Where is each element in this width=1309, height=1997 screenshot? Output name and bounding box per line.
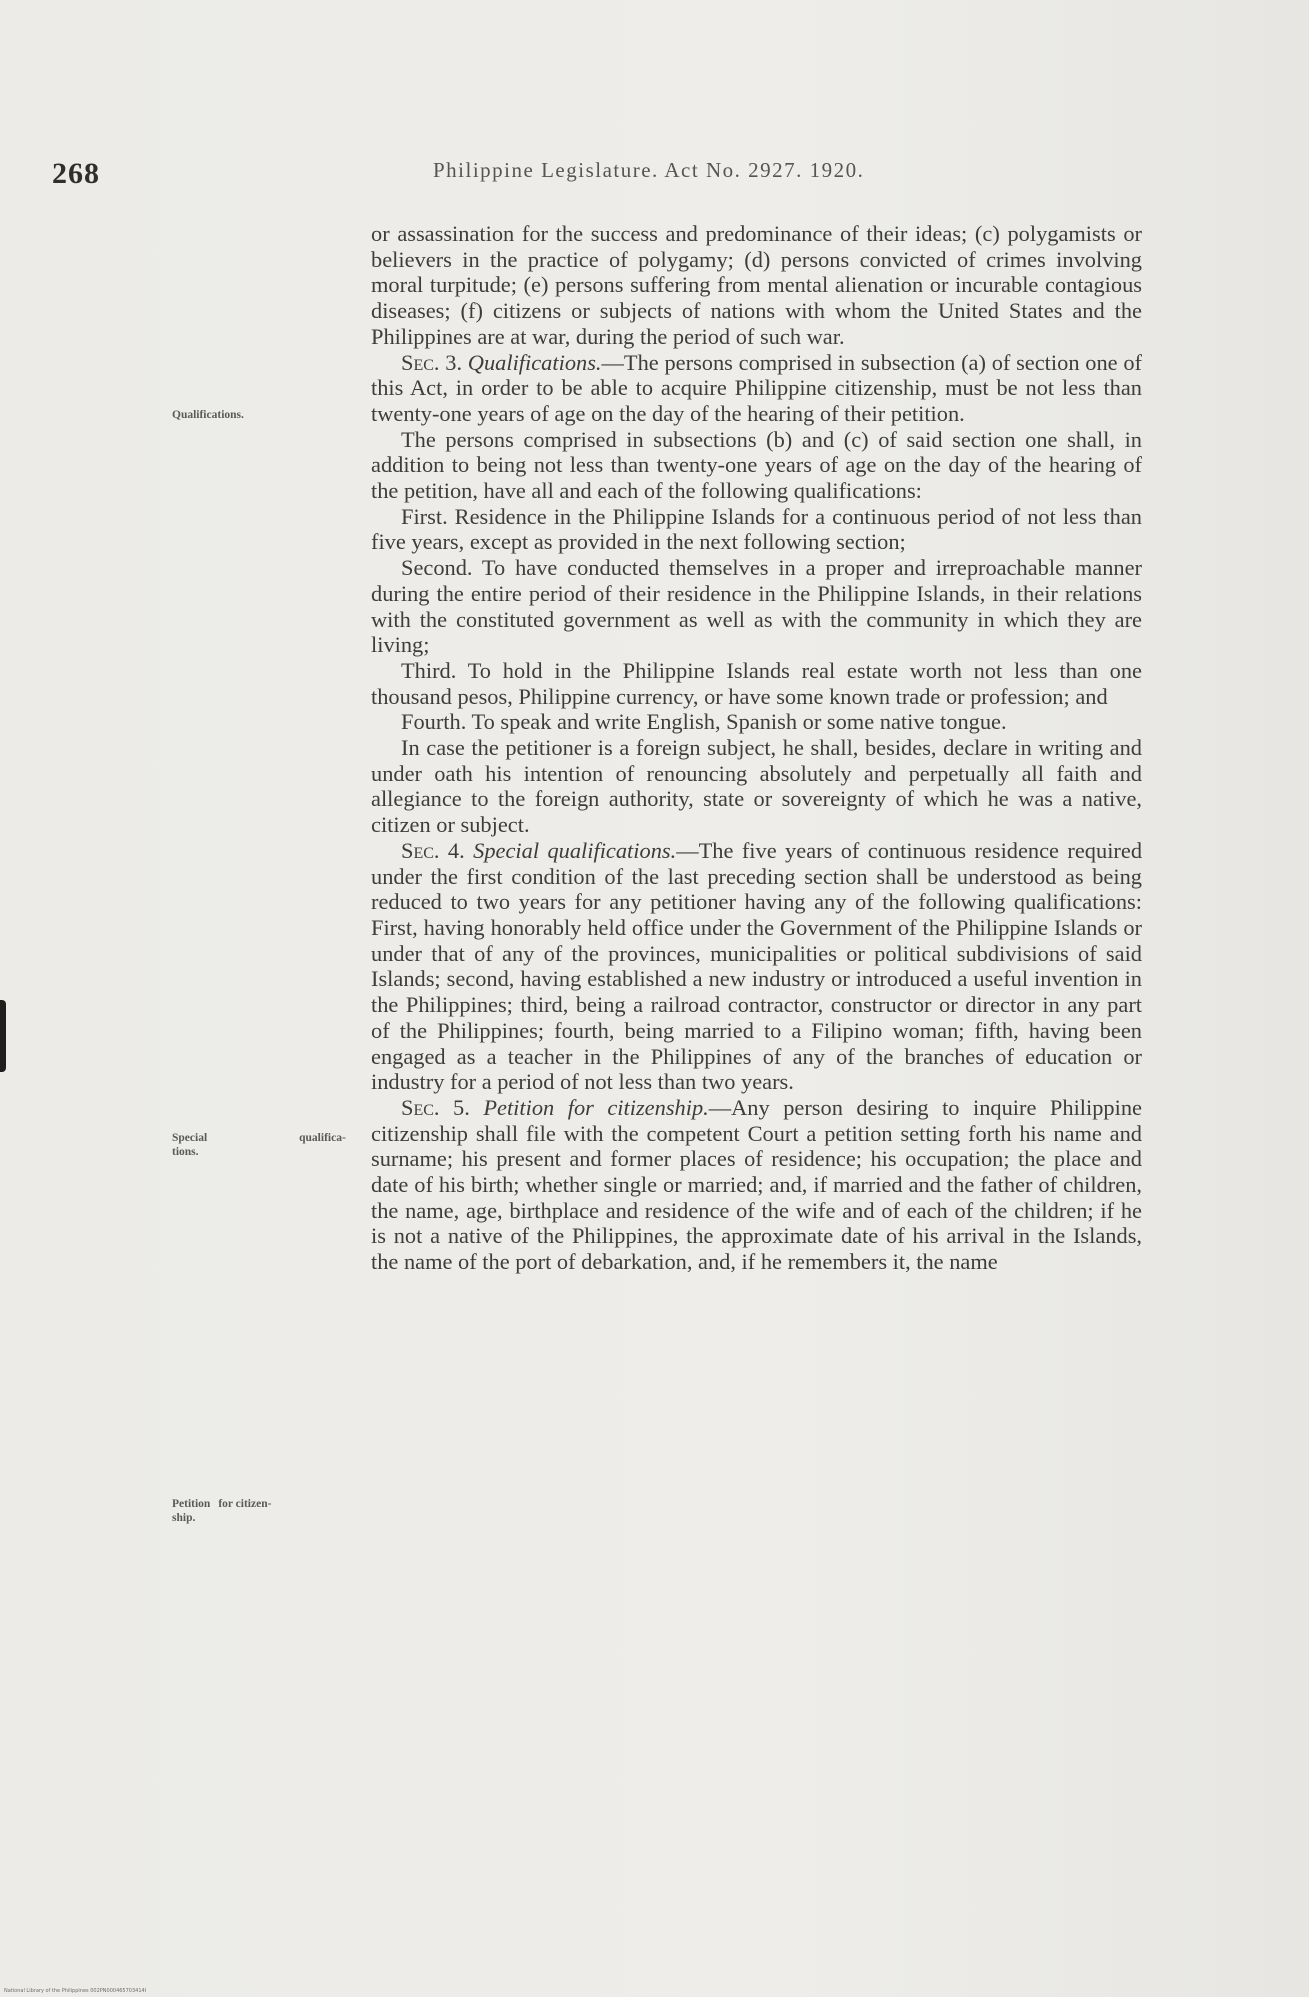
qualification-second: Second. To have conducted themselves in a proper and irreproachable manner during the entire period of their residence in the Philippine Islands, in their relations with the constituted government as well as with the community in which they are living; (371, 555, 1142, 658)
margin-note-text: ship. (172, 1512, 196, 1524)
section-title: Special qualifications. (473, 837, 677, 863)
body-text (371, 221, 1142, 1275)
section-text: —The persons comprised in subsection (a) of section one of this Act, in order to be able to acquire Philippine citizenship, must be not less than twenty-one years of age on the day of the hearing of their petition. (371, 349, 1142, 426)
margin-note-text: Petition (172, 1498, 211, 1510)
section-title: Qualifications. (467, 349, 602, 375)
section-5 (371, 1095, 1142, 1275)
margin-note-text: Qualifications. (172, 409, 244, 421)
paragraph-subsections: The persons comprised in subsections (b) and (c) of said section one shall, in addition to being not less than twenty-one years of age on the day of the hearing of the petition, have all and each of the following qualifications: (371, 426, 1142, 504)
margin-note-text: tions. (172, 1146, 199, 1158)
paragraph-continuation: or assassination for the success and predominance of their ideas; (c) polygamists or believers in the practice of polygamy; (d) persons convicted of crimes involving moral turpitude; (e) persons suffering from mental alienation or incurable contagious diseases; (f) citizens or subjects of nations with whom the United States and the Philippines are at war, during the period of such war. (371, 221, 1142, 349)
section-title: Petition for citizenship. (483, 1094, 709, 1120)
margin-note-qualifications (172, 408, 372, 422)
section-label: Sec. 5. (401, 1094, 470, 1120)
library-credit: National Library of the Philippines 002PN000465703414I (4, 1988, 147, 1994)
binding-shadow (0, 1000, 6, 1072)
paragraph-foreign-subject: In case the petitioner is a foreign subject, he shall, besides, declare in writing and under oath his intention of renouncing absolutely and perpetually all faith and allegiance to the foreign authority, state or sovereignty of which he was a native, citizen or subject. (371, 735, 1142, 838)
section-3 (371, 350, 1142, 427)
margin-note-petition-for-citizenship (172, 1497, 372, 1525)
qualification-first: First. Residence in the Philippine Islands for a continuous period of not less than five years, except as provided in the next following section; (371, 503, 1142, 555)
running-head: Philippine Legislature. Act No. 2927. 1920. (433, 158, 865, 182)
margin-note-text: for citizen- (218, 1498, 272, 1510)
section-text: —The five years of continuous residence required under the first condition of the last preceding section shall be understood as being reduced to two years for any petitioner having any of the following qualifications: First, having honorably held office under the Government of the Philippine Islands or under that of any of the provinces, municipalities or political subdivisions of said Islands; second, having established a new industry or introduced a useful invention in the Philippines; third, being a railroad contractor, constructor or director in any part of the Philippines; fourth, being married to a Filipino woman; fifth, having been engaged as a teacher in the Philippines of any of the branches of education or industry for a period of not less than two years. (371, 837, 1143, 1095)
margin-note-text: Special (172, 1132, 208, 1144)
qualification-third: Third. To hold in the Philippine Islands real estate worth not less than one thousand pesos, Philippine currency, or have some known trade or profession; and (371, 657, 1142, 709)
margin-note-special-qualifications (172, 1131, 372, 1159)
section-label: Sec. 3. (401, 349, 463, 375)
page-number: 268 (52, 157, 100, 190)
qualification-fourth: Fourth. To speak and write English, Spanish or some native tongue. (401, 709, 1007, 735)
section-text: —Any person desiring to inquire Philippine citizenship shall file with the competent Court a petition setting forth his name and surname; his present and former places of residence; his occupation; the place and date of his birth; whether single or married; and, if married and the father of children, the name, age, birthplace and residence of the wife and of each of the children; if he is not a native of the Philippines, the approximate date of his arrival in the Islands, the name of the port of debarkation, and, if he remembers it, the name (371, 1094, 1142, 1275)
margin-note-text: qualifica- (299, 1132, 346, 1144)
section-4 (371, 838, 1142, 1095)
section-label: Sec. 4. (401, 837, 465, 863)
